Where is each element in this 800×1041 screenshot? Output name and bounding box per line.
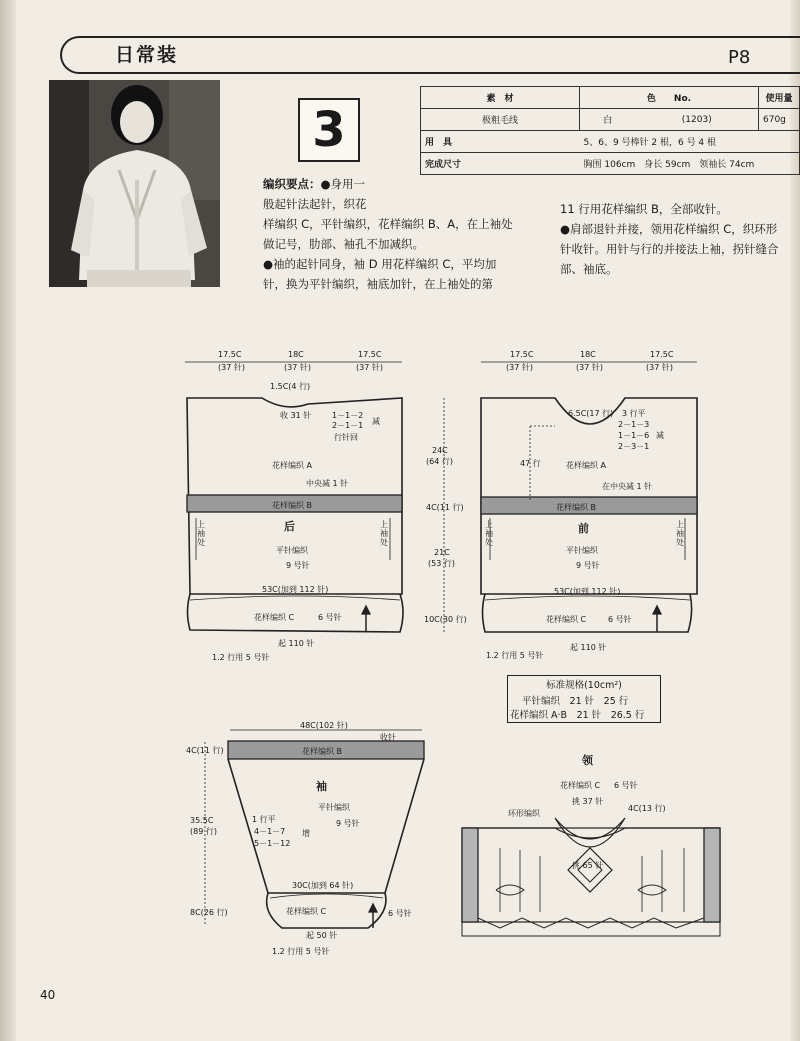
- front-top-right-sub: (37 针): [646, 363, 673, 372]
- front-rows: 47 行: [520, 459, 541, 468]
- sleeve-pattern-c: 花样编织 C: [286, 907, 327, 916]
- front-center-dec: 在中央减 1 针: [602, 482, 653, 491]
- front-pattern-a: 花样编织 A: [566, 461, 607, 470]
- back-pattern-c: 花样编织 C: [254, 613, 295, 622]
- back-label: 后: [284, 520, 295, 533]
- sleeve-plain: 平针编织: [318, 803, 350, 812]
- front-top-right: 17.5C: [650, 350, 674, 359]
- back-width: 53C(加到 112 针): [262, 585, 329, 594]
- front-top-mid-sub: (37 针): [576, 363, 603, 372]
- front-dec-2: 2－1－3: [618, 420, 650, 429]
- sleeve-cast-on: 起 50 针: [306, 931, 338, 940]
- back-needle: 9 号针: [286, 561, 310, 570]
- instruction-line: ●肩部退针并接，领用花样编织 C，织环形: [560, 222, 778, 236]
- instruction-line: 11 行用花样编织 B，全部收针。: [560, 202, 728, 216]
- collar-height: 4C(13 行): [628, 804, 666, 813]
- sleeve-bottom-dim: 8C(26 行): [190, 908, 228, 917]
- sleeve-inc-side: 增: [302, 829, 310, 838]
- tools-label: 用 具: [421, 131, 580, 153]
- back-pattern-a: 花样编织 A: [272, 461, 313, 470]
- sleeve-inc-2: 4－1－7: [254, 827, 286, 836]
- sleeve-inc-3: 5－1－12: [254, 839, 291, 848]
- gauge-row-pattern: 花样编织 A·B 21 针 26.5 行: [510, 710, 645, 721]
- instruction-line: 部、袖底。: [560, 262, 618, 276]
- header-page-label: P8: [728, 47, 751, 68]
- front-top-left: 17.5C: [510, 350, 534, 359]
- dim-upper: 24C: [432, 446, 448, 455]
- back-top-right-sub: (37 针): [356, 363, 383, 372]
- collar-ring: 环形编织: [508, 809, 540, 818]
- front-cast-on: 起 110 针: [570, 643, 607, 652]
- sleeve-top-dim: 4C(11 行): [186, 746, 224, 755]
- instruction-line: 针，换为平针编织，袖底加针，在上袖处的第: [263, 277, 493, 291]
- back-dec-1: 1－1－2: [332, 411, 364, 420]
- dim-upper-rows: (64 行): [426, 457, 453, 466]
- tools-value: 5、6、9 号棒针 2 根，6 号 4 根: [580, 131, 800, 153]
- front-dec-side: 减: [656, 431, 664, 440]
- page-number: 40: [40, 988, 56, 1002]
- material-name: 极粗毛线: [421, 109, 580, 131]
- front-width: 53C(加到 112 针): [554, 587, 621, 596]
- back-neck-depth: 1.5C(4 行): [270, 382, 311, 391]
- dim-band: 4C(11 行): [426, 503, 464, 512]
- front-plain: 平针编织: [566, 546, 598, 555]
- collar-pick-up-2: 挑 65 针: [572, 861, 604, 870]
- sleeve-rib-note: 1.2 行用 5 号针: [272, 947, 330, 956]
- amount-header: 使用量: [759, 87, 800, 109]
- back-sleeve-mark-left: 上袖处: [197, 520, 205, 547]
- sleeve-inc-1: 1 行平: [252, 815, 276, 824]
- front-label: 前: [578, 522, 589, 535]
- size-label: 完成尺寸: [421, 153, 580, 175]
- back-rib-note: 1.2 行用 5 号针: [212, 653, 270, 662]
- pattern-number: 3: [298, 98, 360, 162]
- gauge-box: [507, 675, 661, 723]
- back-c-needle: 6 号针: [318, 613, 342, 622]
- color-number: (1203): [636, 109, 759, 131]
- front-dec-1: 3 行平: [622, 409, 646, 418]
- gauge-title: 标准规格(10cm²): [546, 680, 622, 691]
- instruction-line: 做记号，肋部、袖孔不加减织。: [263, 237, 424, 251]
- color-name: 白: [580, 109, 636, 131]
- front-pattern-b: 花样编织 B: [556, 503, 597, 512]
- size-value: 胸围 106cm 身长 59cm 领袖长 74cm: [580, 153, 800, 175]
- instruction-line: 样编织 C，平针编织，花样编织 B、A，在上袖处: [263, 217, 513, 231]
- instruction-line: 针收针。用针与行的并接法上袖，拐针缝合: [560, 242, 779, 256]
- collar-pick-up: 挑 37 针: [572, 797, 604, 806]
- sleeve-pattern-b: 花样编织 B: [302, 747, 343, 756]
- sleeve-top-width: 48C(102 针): [300, 721, 348, 730]
- sleeve-needle: 9 号针: [336, 819, 360, 828]
- front-dec-4: 2－3－1: [618, 442, 650, 451]
- instruction-line: ●袖的起针同身，袖 D 用花样编织 C，平均加: [263, 257, 497, 271]
- back-top-mid-sub: (37 针): [284, 363, 311, 372]
- front-needle: 9 号针: [576, 561, 600, 570]
- dim-mid: 21C: [434, 548, 450, 557]
- front-sleeve-mark-left: 上袖处: [485, 520, 493, 547]
- back-cast-on: 起 110 针: [278, 639, 315, 648]
- back-top-mid: 18C: [288, 350, 304, 359]
- amount-value: 670g: [759, 109, 800, 131]
- front-pattern-c: 花样编织 C: [546, 615, 587, 624]
- sleeve-length-rows: (89 行): [190, 827, 217, 836]
- back-neck-bind: 收 31 针: [280, 411, 312, 420]
- sleeve-bind-off: 收针: [380, 733, 396, 742]
- sleeve-c-needle: 6 号针: [388, 909, 412, 918]
- collar-needle: 6 号针: [614, 781, 638, 790]
- back-pattern-b: 花样编织 B: [272, 501, 313, 510]
- sleeve-label: 袖: [316, 780, 327, 793]
- back-dec-3: 行针回: [334, 433, 358, 442]
- back-plain: 平针编织: [276, 546, 308, 555]
- front-dec-3: 1－1－6: [618, 431, 650, 440]
- collar-title: 领: [582, 754, 593, 767]
- color-header: 色 No.: [580, 87, 759, 109]
- instruction-line: 编织要点：●身用一: [263, 177, 366, 191]
- collar-pattern-c: 花样编织 C: [560, 781, 601, 790]
- back-dec-side: 减: [372, 417, 380, 426]
- page-title: 日常装: [115, 44, 179, 66]
- sleeve-length: 35.5C: [190, 816, 214, 825]
- instruction-line: 般起针法起针，织花: [263, 197, 367, 211]
- sleeve-width: 30C(加到 64 针): [292, 881, 354, 890]
- back-top-right: 17.5C: [358, 350, 382, 359]
- front-sleeve-mark-right: 上袖处: [676, 520, 684, 547]
- dim-mid-rows: (53 行): [428, 559, 455, 568]
- back-sleeve-mark-right: 上袖处: [380, 520, 388, 547]
- dim-rib: 10C(30 行): [424, 615, 467, 624]
- back-top-left-sub: (37 针): [218, 363, 245, 372]
- front-top-mid: 18C: [580, 350, 596, 359]
- back-center-dec: 中央减 1 针: [306, 479, 349, 488]
- front-top-left-sub: (37 针): [506, 363, 533, 372]
- material-header: 素 材: [421, 87, 580, 109]
- front-rib-note: 1.2 行用 5 号针: [486, 651, 544, 660]
- gauge-row-plain: 平针编织 21 针 25 行: [522, 696, 629, 707]
- back-top-left: 17.5C: [218, 350, 242, 359]
- front-c-needle: 6 号针: [608, 615, 632, 624]
- front-neck-depth: 6.5C(17 行): [568, 409, 614, 418]
- back-dec-2: 2－1－1: [332, 421, 364, 430]
